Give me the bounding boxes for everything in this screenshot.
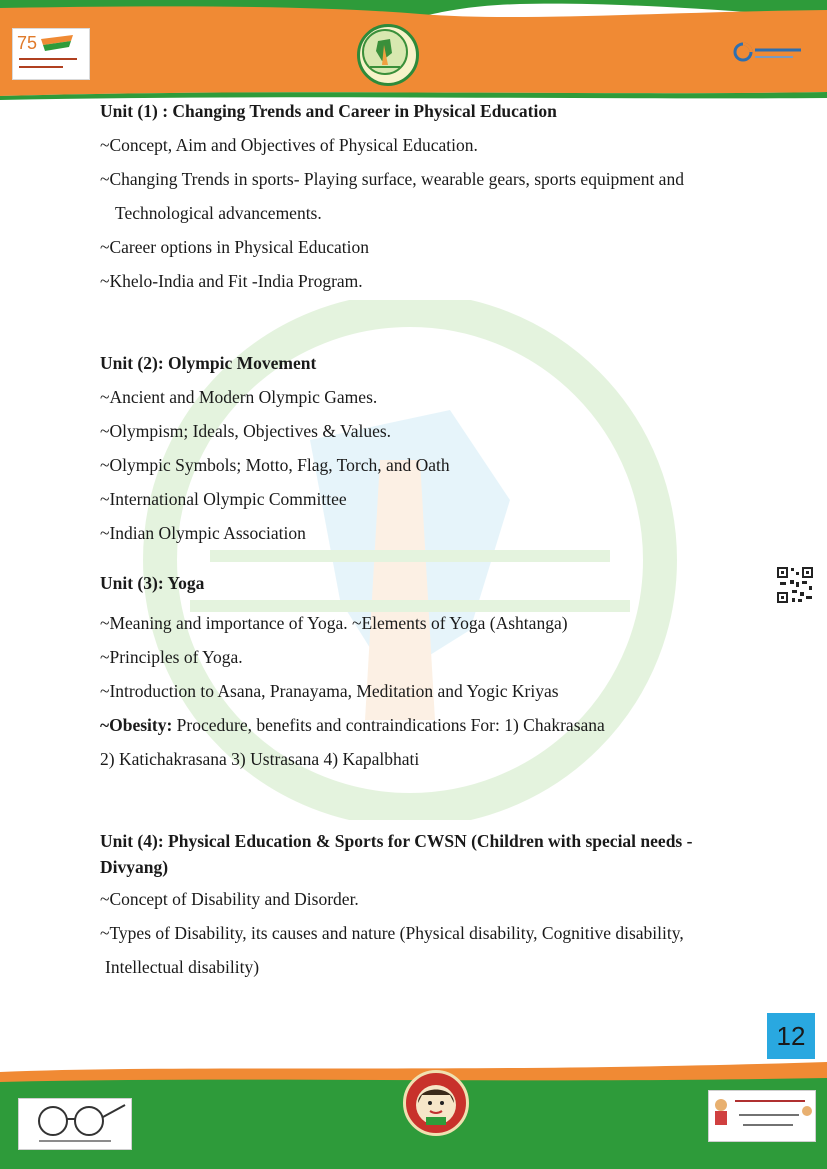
list-item: ~Khelo-India and Fit -India Program. — [100, 271, 363, 291]
swachh-bharat-logo — [18, 1098, 132, 1150]
list-item: ~Meaning and importance of Yoga. ~Elements of Yoga (Ashtanga) — [100, 613, 568, 633]
list-item: ~Principles of Yoga. — [100, 647, 243, 667]
list-item: ~Types of Disability, its causes and nature (Physical disability, Cognitive disability, — [100, 923, 684, 943]
obesity-label: ~Obesity — [100, 715, 167, 735]
board-emblem — [357, 24, 419, 86]
list-item: ~Indian Olympic Association — [100, 523, 306, 543]
beti-bachao-mascot — [403, 1070, 469, 1136]
obesity-colon: : — [166, 715, 173, 735]
page-footer — [0, 1060, 827, 1169]
spectacles-icon — [19, 1099, 131, 1149]
obesity-text: Procedure, benefits and contraindications For: 1) Chakrasana — [172, 715, 605, 735]
list-item: ~Concept of Disability and Disorder. — [100, 889, 359, 909]
list-item: ~Changing Trends in sports- Playing surface, wearable gears, sports equipment and — [100, 169, 684, 189]
syllabus-content — [100, 98, 770, 984]
list-item: ~Career options in Physical Education — [100, 237, 369, 257]
azadi-logo-icon — [13, 29, 83, 73]
digital-india-logo — [733, 38, 805, 66]
azadi-logo — [12, 28, 90, 80]
svg-text:75: 75 — [17, 33, 38, 53]
girl-mascot-icon — [406, 1073, 466, 1133]
digital-india-icon — [733, 38, 805, 66]
list-item-obesity — [100, 708, 770, 742]
page-header — [0, 0, 827, 100]
unit-4-title-cont: Divyang) — [100, 857, 169, 877]
list-item: Intellectual disability) — [105, 957, 260, 977]
page-number: 12 — [767, 1013, 815, 1059]
unit-4-title: Unit (4): Physical Education & Sports for CWSN (Children with special needs - — [100, 831, 693, 851]
list-item: Technological advancements. — [115, 203, 322, 223]
unit-1-title: Unit (1) : Changing Trends and Career in Physical Education — [100, 101, 557, 121]
list-item: ~Ancient and Modern Olympic Games. — [100, 387, 378, 407]
list-item: ~Olympism; Ideals, Objectives & Values. — [100, 421, 392, 441]
list-item: ~Introduction to Asana, Pranayama, Meditation and Yogic Kriyas — [100, 681, 559, 701]
qr-code-icon[interactable] — [776, 566, 814, 604]
unit-3-title: Unit (3): Yoga — [100, 573, 205, 593]
list-item: ~International Olympic Committee — [100, 489, 347, 509]
list-item: ~Olympic Symbols; Motto, Flag, Torch, and Oath — [100, 455, 450, 475]
children-reading-icon — [709, 1091, 815, 1141]
list-item: 2) Katichakrasana 3) Ustrasana 4) Kapalbhati — [100, 749, 420, 769]
unit-2-title: Unit (2): Olympic Movement — [100, 353, 317, 373]
list-item: ~Concept, Aim and Objectives of Physical Education. — [100, 135, 478, 155]
shiksha-ka-adhikar-logo — [708, 1090, 816, 1142]
emblem-torch-icon — [360, 27, 410, 77]
